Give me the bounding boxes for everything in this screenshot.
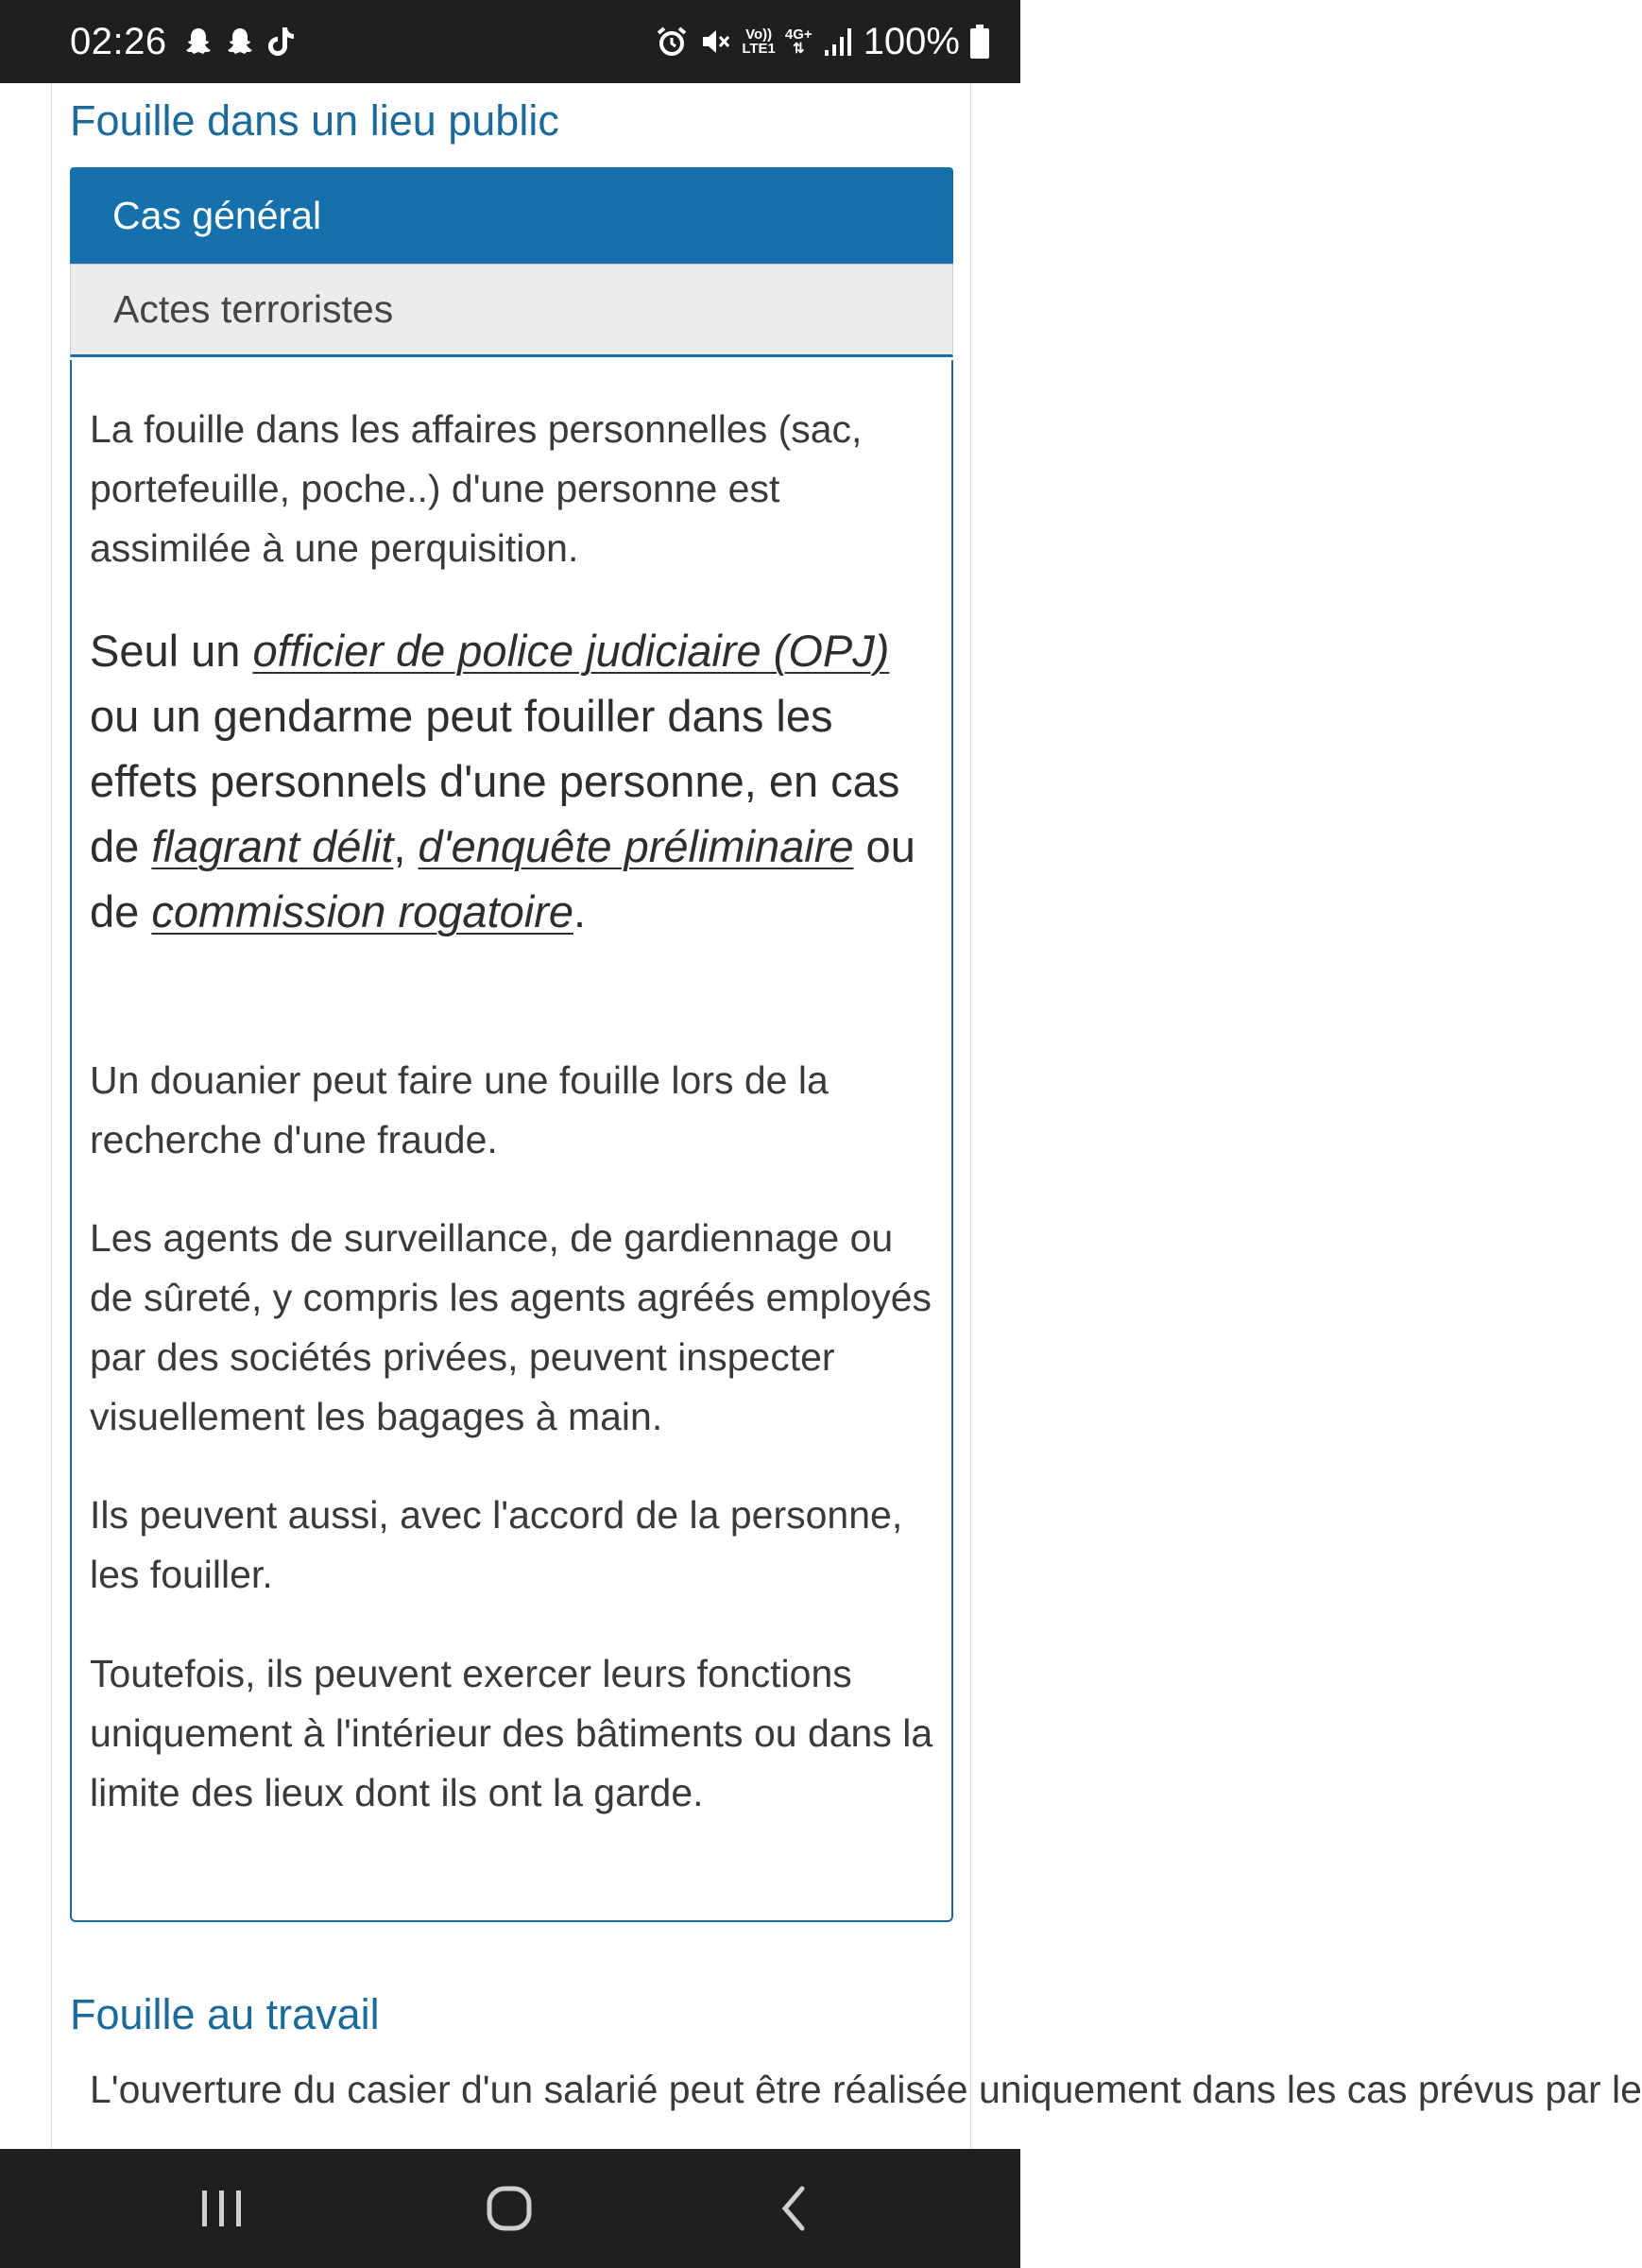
volte-label-top: Vo))	[745, 26, 773, 43]
back-icon[interactable]	[727, 2149, 860, 2268]
text-segment: ou de	[90, 821, 915, 936]
network-label: 4G+	[784, 26, 812, 43]
volte-icon	[742, 27, 776, 56]
status-left	[70, 21, 298, 63]
signal-icon	[822, 26, 854, 58]
status-right	[655, 21, 990, 63]
volte-label-bottom: LTE1	[742, 41, 776, 57]
text-segment: .	[573, 886, 587, 936]
paragraph-toutefois: Toutefois, ils peuvent exercer leurs fonctions uniquement à l'intérieur des bâtiments ou dans la limite des lieux dont ils ont la garde.	[90, 1652, 933, 1814]
network-4g-icon: 4G+ ⇅	[784, 26, 812, 57]
status-time: 02:26	[70, 20, 167, 62]
tab-cas-general[interactable]: Cas général	[70, 167, 953, 264]
navigation-bar	[0, 2149, 1020, 2268]
paragraph-casier: L'ouverture du casier d'un salarié peut être réalisée uniquement dans les cas prévus par le	[90, 2068, 1642, 2111]
paragraph-opj	[90, 618, 945, 944]
mute-icon	[698, 25, 732, 59]
snapchat-icon	[182, 26, 214, 58]
paragraph-douanier: Un douanier peut faire une fouille lors de la recherche d'une fraude.	[90, 1058, 829, 1161]
battery-percent: 100%	[863, 20, 960, 62]
home-icon[interactable]	[443, 2149, 575, 2268]
link-flagrant-delit[interactable]: flagrant délit	[151, 821, 394, 871]
battery-icon	[969, 24, 990, 60]
text-segment: Seul un	[90, 626, 253, 676]
text-segment: ,	[393, 821, 419, 871]
section-title: Fouille au travail	[70, 1990, 380, 2038]
link-opj[interactable]: officier de police judiciaire (OPJ)	[252, 626, 890, 676]
paragraph-accord: Ils peuvent aussi, avec l'accord de la personne, les fouiller.	[90, 1493, 903, 1596]
snapchat-icon	[224, 26, 256, 58]
paragraph-fouille: La fouille dans les affaires personnelles (sac, portefeuille, poche..) d'une personne est assimilée à une perquisition.	[90, 407, 863, 570]
status-bar	[0, 0, 1020, 83]
section-title: Fouille dans un lieu public	[70, 96, 559, 145]
paragraph-agents: Les agents de surveillance, de gardiennage ou de sûreté, y compris les agents agréés employés par des sociétés privées, peuvent inspecter visuellement les bagages à main.	[90, 1216, 932, 1438]
recents-icon[interactable]	[156, 2149, 288, 2268]
text-segment: ou un gendarme peut fouiller dans les effets personnels d'une personne, en cas de	[90, 691, 900, 871]
tab-actes-terroristes[interactable]: Actes terroristes	[70, 264, 953, 357]
tiktok-icon	[265, 25, 298, 59]
link-commission-rogatoire[interactable]: commission rogatoire	[151, 886, 574, 936]
link-enquete-preliminaire[interactable]: d'enquête préliminaire	[418, 821, 854, 871]
alarm-icon	[655, 25, 689, 59]
